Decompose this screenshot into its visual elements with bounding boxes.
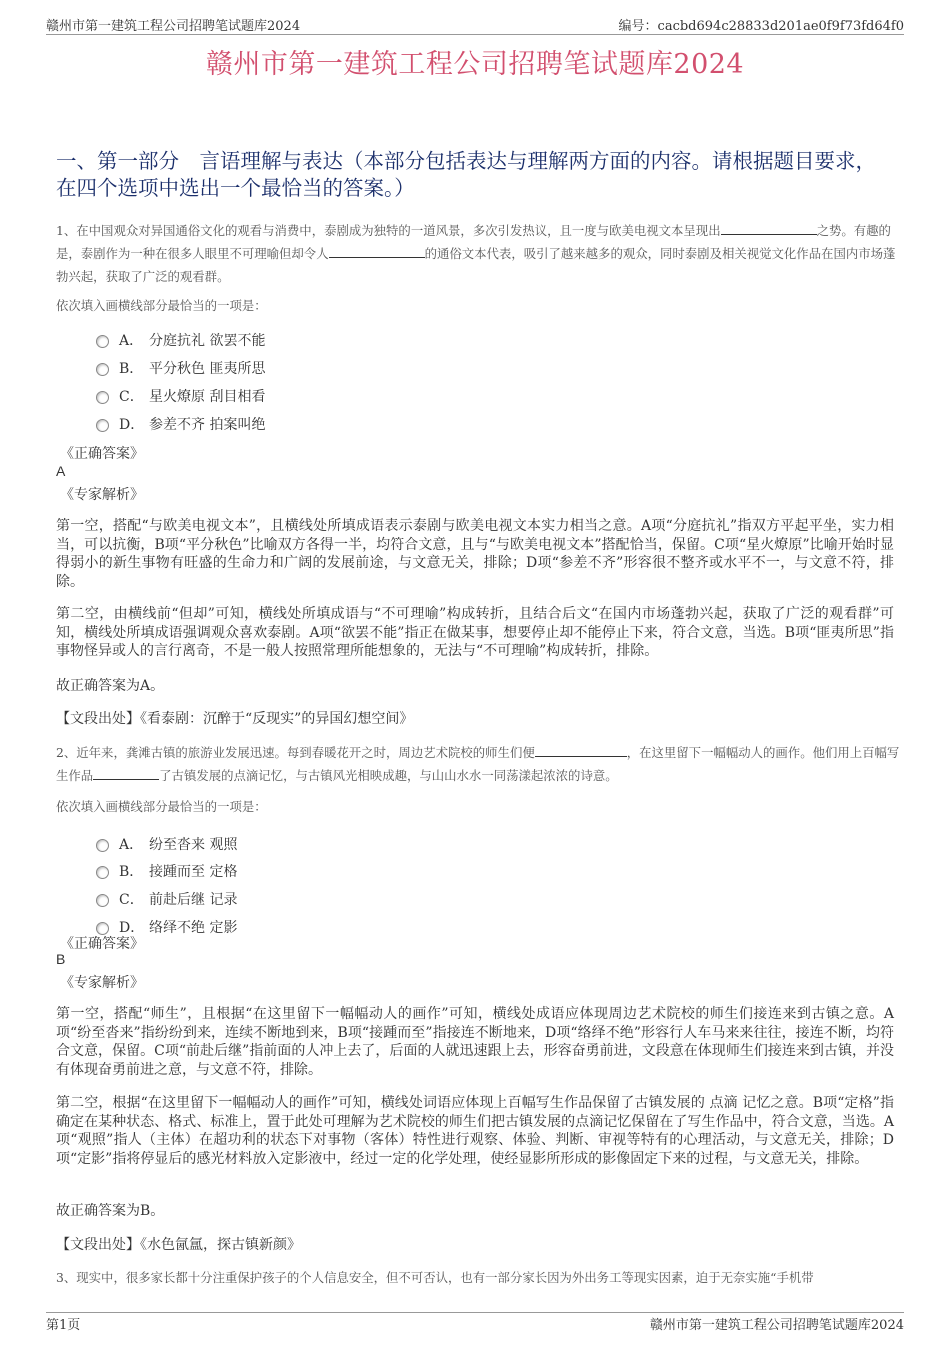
question-2-answer: B xyxy=(56,951,66,967)
question-1-option-b[interactable]: B． 平分秋色 匪夷所思 xyxy=(96,358,265,378)
question-2-stem: 2、近年来，龚滩古镇的旅游业发展迅速。每到春暖花开之时，周边艺术院校的师生们便 ，在这里留下一幅幅动人的画作。他们用上百幅写生作品 了古镇发展的点滴记忆，与古镇风光相映成趣，与山山水水一同荡漾起浓浓的诗意。 xyxy=(56,745,900,783)
question-2-prompt: 依次填入画横线部分最恰当的一项是： xyxy=(56,799,267,814)
question-2-option-d[interactable]: D． 络绎不绝 定影 xyxy=(96,917,237,937)
question-1-conclusion: 故正确答案为A。 xyxy=(56,678,165,694)
question-1-stem: 1、在中国观众对异国通俗文化的观看与消费中，泰剧成为独特的一道风景，多次引发热议，且一度与欧美电视文本呈现出 之势。有趣的是，泰剧作为一种在很多人眼里不可理喻但却令人 的通俗文本代表，吸引了越来越多的观众，同时泰剧及相关视觉文化作品在国内市场蓬勃兴起，获取了广泛的观看群。 xyxy=(56,223,896,284)
question-1-answer-label: 《正确答案》 xyxy=(60,446,144,462)
section-title: 一、第一部分 言语理解与表达（本部分包括表达与理解两方面的内容。请根据题目要求，在四个选项中选出一个最恰当的答案。） xyxy=(56,149,876,200)
question-2-analysis-2: 第二空，根据“在这里留下一幅幅动人的画作”可知，横线处词语应体现上百幅写生作品保留了古镇发展的 点滴 记忆之意。B项“定格”指确定在某种状态、格式、标准上，置于此处可理解为艺术院校的师生们把古镇发展的点滴记忆保留在了写生作品中，符合文意，当选。A项“观照”指人（主体）在超功利的状态下对事物（客体）特性进行观察、体验、判断、审视等特有的心理活动，与文意无关，排除；D项“定影”指将停显后的感光材料放入定影液中，经过一定的化学处理，使经显影所形成的影像固定下来的过程，与文意无关，排除。 xyxy=(56,1095,894,1167)
question-2-conclusion: 故正确答案为B。 xyxy=(56,1203,165,1219)
radio-icon[interactable] xyxy=(96,866,109,879)
question-1-answer: A xyxy=(56,463,66,479)
header-left: 赣州市第一建筑工程公司招聘笔试题库2024 xyxy=(46,19,301,34)
question-1-analysis-2: 第二空，由横线前“但却”可知，横线处所填成语与“不可理喻”构成转折，且结合后文“在国内市场蓬勃兴起，获取了广泛的观看群”可知，横线处所填成语强调观众喜欢泰剧。A项“欲罢不能”指正在做某事，想要停止却不能停止下来，符合文意，当选。B项“匪夷所思”指事物怪异或人的言行离奇，不是一般人按照常理所能想象的，无法与“不可理喻”构成转折，排除。 xyxy=(56,606,894,659)
question-1-option-c[interactable]: C． 星火燎原 刮目相看 xyxy=(96,386,265,406)
fill-blank xyxy=(535,744,627,757)
question-2-option-a[interactable]: A． 纷至沓来 观照 xyxy=(96,834,237,854)
question-1-analysis-label: 《专家解析》 xyxy=(60,487,144,503)
fill-blank xyxy=(93,767,159,780)
footer-divider xyxy=(46,1312,904,1313)
question-2-analysis-label: 《专家解析》 xyxy=(60,975,144,991)
question-2-option-c[interactable]: C． 前赴后继 记录 xyxy=(96,889,237,909)
header-document-id: 编号：cacbd694c28833d201ae0f9f73fd64f0 xyxy=(618,19,904,34)
question-1-option-d[interactable]: D． 参差不齐 拍案叫绝 xyxy=(96,414,265,434)
question-2-analysis-1: 第一空，搭配“师生”，且根据“在这里留下一幅幅动人的画作”可知，横线处成语应体现周边艺术院校的师生们接连来到古镇之意。A项“纷至沓来”指纷纷到来，连续不断地到来，B项“接踵而至”指接连不断地来，D项“络绎不绝”形容行人车马来来往往，接连不断，均符合文意，保留。C项“前赴后继”指前面的人冲上去了，后面的人就迅速跟上去，形容奋勇前进，文段意在体现师生们接连来到古镇，并没有体现奋勇前进之意，与文意不符，排除。 xyxy=(56,1006,894,1078)
fill-blank xyxy=(721,222,817,235)
fill-blank xyxy=(329,245,425,258)
footer-page-number: 第1页 xyxy=(46,1318,81,1333)
page-title: 赣州市第一建筑工程公司招聘笔试题库2024 xyxy=(205,49,745,80)
radio-icon[interactable] xyxy=(96,391,109,404)
radio-icon[interactable] xyxy=(96,419,109,432)
question-1-source: 【文段出处】《看泰剧：沉醉于“反现实”的异国幻想空间》 xyxy=(56,711,414,727)
question-2-source: 【文段出处】《水色氤氲，探古镇新颜》 xyxy=(56,1237,301,1253)
radio-icon[interactable] xyxy=(96,335,109,348)
footer-title: 赣州市第一建筑工程公司招聘笔试题库2024 xyxy=(649,1318,904,1333)
header-divider xyxy=(46,34,904,35)
radio-icon[interactable] xyxy=(96,363,109,376)
radio-icon[interactable] xyxy=(96,894,109,907)
question-2-option-b[interactable]: B． 接踵而至 定格 xyxy=(96,861,237,881)
question-2-answer-label: 《正确答案》 xyxy=(60,936,144,952)
radio-icon[interactable] xyxy=(96,839,109,852)
question-3-stem: 3、现实中，很多家长都十分注重保护孩子的个人信息安全，但不可否认，也有一部分家长因为外出务工等现实因素，迫于无奈实施“手机带 xyxy=(56,1270,814,1285)
question-1-option-a[interactable]: A． 分庭抗礼 欲罢不能 xyxy=(96,330,265,350)
question-1-prompt: 依次填入画横线部分最恰当的一项是： xyxy=(56,298,267,313)
question-1-analysis-1: 第一空，搭配“与欧美电视文本”，且横线处所填成语表示泰剧与欧美电视文本实力相当之意。A项“分庭抗礼”指双方平起平坐，实力相当，可以抗衡，B项“平分秋色”比喻双方各得一半，均符合文意，且与“与欧美电视文本”搭配恰当，保留。C项“星火燎原”比喻开始时显得弱小的新生事物有旺盛的生命力和广阔的发展前途，与文意无关，排除；D项“参差不齐”形容很不整齐或水平不一，与文意不符，排除。 xyxy=(56,518,894,590)
